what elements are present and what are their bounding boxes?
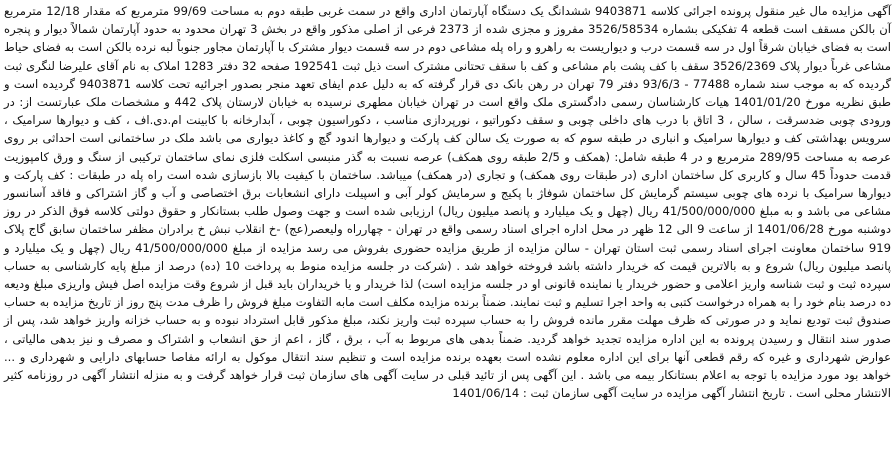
auction-notice-text: آگهی مزایده مال غیر منقول پرونده اجرائی کلاسه 9403871 ششدانگ یک دستگاه آپارتمان اداری واقع در سمت غربی طبقه دوم به مساحت 99/69 مترمربع که مقدار 12/18 مترمربع آن بالکن مسقف است قطعه 4 تفکیکی بشماره 3526/58534 مفروز و مجزی شده از 2373 فرعی از اصلی مذکور واقع در بخش 3 تهران محدود به حدود آپارتمان شمالاً دیوار و پنجره است به فضای خیابان شرقاً اول در سه قسمت درب و دیواریست به راهرو و راه پله مشاعی دوم در سه قسمت دیوار مشترک با آپارتمان مجاور جنوباً لبه نرده بالکن است به فضای حیاط مشاعی غرباً دیوار پلاک 3526/2369 سقف با کف پشت بام مشاعی و کف با سقف تحتانی مشترک است ذیل ثبت 192541 صفحه 32 دفتر 1283 املاک به نام آقای علیرضا لنگری ثبت گردیده که به موجب سند شماره 77488 - 93/6/3 دفتر 79 تهران در رهن بانک دی قرار گرفته که به دلیل عدم ایفای تعهد منجر بصدور اجرائیه تحت کلاسه 9403871 گردیده است و طبق نظریه مورخ 1401/01/20 هیات کارشناسان رسمی دادگستری ملک واقع است در تهران خیابان مطهری نرسیده به خیابان لارستان پلاک 442 و مشخصات ملک عبارتست از: در ورودی چوبی ضدسرقت ، سالن ، 3 اتاق با درب های داخلی چوبی و سقف دکوراتیو ، نورپردازی مناسب ، دکوراسیون چوبی ، آبدارخانه با کابینت ام.دی.اف ، کف و دیوارها سرامیک ، سرویس بهداشتی کف و دیوارها سرامیک و انباری در طبقه سوم که به صورت یک سالن کف پارکت و دیوارها اندود گچ و کاغذ دیواری می باشد ملک در ساختمانی است احداثی بر روی عرصه به مساحت 289/95 مترمربع و در 4 طبقه شامل: (همکف و 2/5 طبقه روی همکف) عرصه نسبت به گذر منبسی اسکلت فلزی نمای ساختمان ترکیبی از سنگ و ورق کامپوزیت قدمت حدوداً 45 سال و کاربری کل ساختمان اداری (در طبقات روی همکف) و تجاری (در همکف) میباشد. ساختمان با کیفیت بالا بازسازی شده است راه پله در طبقات : کف پارکت و دیوارها سرامیک با نرده های چوبی سیستم گرمایش کل ساختمان شوفاژ با پکیج و سرمایش کولر آبی و اسپیلت دارای انشعابات برق اختصاصی و آب و گاز اشتراکی و فاقد آسانسور مشاعی می باشد و به مبلغ 41/500/000/000 ریال (چهل و یک میلیارد و پانصد میلیون ریال) ارزیابی شده است و جهت وصول طلب بستانکار و حقوق دولتی کلاسه فوق الذکر در روز دوشنبه مورخ 1401/06/28 از ساعت 9 الی 12 ظهر در محل اداره اجرای اسناد رسمی واقع در تهران - چهارراه ولیعصر(عج) -خ انقلاب نبش خ برادران مظفر ساختمان سابق گاج پلاک 919 ساختمان معاونت اجرای اسناد رسمی ثبت استان تهران - سالن مزایده از طریق مزایده حضوری بفروش می رسد مزایده از مبلغ 41/500/000/000 ریال (چهل و یک میلیارد و پانصد میلیون ریال) شروع و به بالاترین قیمت که خریدار داشته باشد فروخته خواهد شد . (شرکت در جلسه مزایده منوط به پرداخت 10 (ده) درصد از مبلغ پایه کارشناسی به حساب سپرده ثبت و ثبت شناسه واریز اعلامی و حضور خریدار یا نماینده قانونی او در جلسه مزایده است) لذا خریدار و یا خریداران باید قبل از شروع وقت مزایده اصل فیش واریزی مبلغ ودیعه ده درصد بنام خود را به همراه درخواست کتبی به واحد اجرا تسلیم و ثبت نمایند. ضمناً برنده مزایده مکلف است مابه التفاوت مبلغ فروش را ظرف مدت پنج روز از تاریخ مزایده به حساب صندوق ثبت تودیع نماید و در صورتی که ظرف مهلت مقرر مانده فروش را به حساب سپرده ثبت واریز نکند، مبلغ مذکور قابل استرداد نبوده و به حساب خزانه واریز خواهد شد، پس از صدور سند انتقال و رسیدن پرونده به این اداره مزایده تجدید خواهد گردید. ضمناً بدهی های مربوط به آب ، برق ، گاز ، اعم از حق انشعاب و اشتراک و مصرف و نیز بدهی مالیاتی ، عوارض شهرداری و غیره که رقم قطعی آنها برای این اداره معلوم نشده است بعهده برنده مزایده است و تنظیم سند انتقال موکول به ارائه مفاصا حسابهای دارایی و شهرداری و ... خواهد بود مورد مزایده با توجه به اعلام بستانکار بیمه می باشد . این آگهی پس از تائید قبلی در سایت آگهی های سازمان ثبت قرار خواهد گرفت و به منزله انتشار آگهی در روزنامه کثیر الانتشار محلی است . تاریخ انتشار آگهی مزایده در سایت آگهی سازمان ثبت : 1401/06/14 <box>4 4 892 401</box>
